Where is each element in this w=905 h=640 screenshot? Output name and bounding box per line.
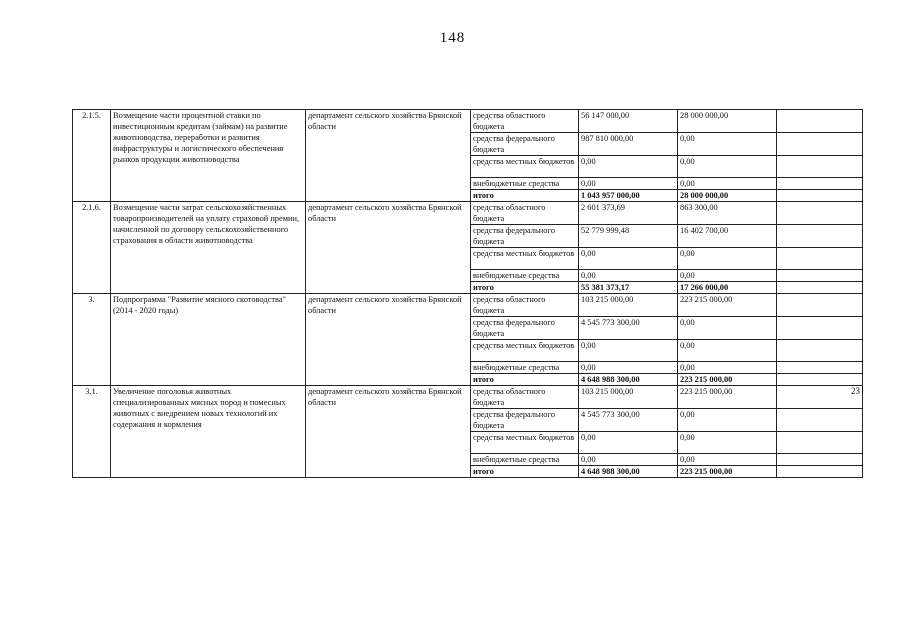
marker-cell xyxy=(777,282,863,294)
marker-cell xyxy=(777,178,863,190)
marker-cell xyxy=(777,466,863,478)
total-amount-cell-2: 17 266 000,00 xyxy=(678,282,777,294)
funding-source-cell: средства областного бюджета xyxy=(471,294,579,317)
amount-cell-2: 16 402 700,00 xyxy=(678,225,777,248)
total-label-cell: итого xyxy=(471,374,579,386)
funding-source-cell: средства федерального бюджета xyxy=(471,133,579,156)
total-label-cell: итого xyxy=(471,190,579,202)
funding-source-cell: средства федерального бюджета xyxy=(471,317,579,340)
total-amount-cell-1: 4 648 988 300,00 xyxy=(579,466,678,478)
executor-cell: департамент сельского хозяйства Брянской области xyxy=(306,386,471,478)
amount-cell-2: 28 000 000,00 xyxy=(678,110,777,133)
executor-cell: департамент сельского хозяйства Брянской области xyxy=(306,294,471,386)
amount-cell-1: 0,00 xyxy=(579,270,678,282)
executor-cell: департамент сельского хозяйства Брянской области xyxy=(306,202,471,294)
funding-source-cell: средства областного бюджета xyxy=(471,110,579,133)
amount-cell-1: 4 545 773 300,00 xyxy=(579,317,678,340)
measure-title-cell: Увеличение поголовья животных специализированных мясных пород и помесных животных с внедрением новых технологий их содержания и кормления xyxy=(111,386,306,478)
marker-cell xyxy=(777,190,863,202)
amount-cell-1: 0,00 xyxy=(579,178,678,190)
marker-cell xyxy=(777,110,863,133)
table-row xyxy=(73,202,863,225)
row-number-cell: 3.1. xyxy=(73,386,111,478)
total-amount-cell-2: 223 215 000,00 xyxy=(678,374,777,386)
amount-cell-2: 0,00 xyxy=(678,270,777,282)
amount-cell-2: 0,00 xyxy=(678,340,777,362)
amount-cell-1: 0,00 xyxy=(579,156,678,178)
row-number-cell: 2.1.5. xyxy=(73,110,111,202)
amount-cell-2: 0,00 xyxy=(678,409,777,432)
executor-cell: департамент сельского хозяйства Брянской области xyxy=(306,110,471,202)
funding-source-cell: средства местных бюджетов xyxy=(471,340,579,362)
amount-cell-1: 0,00 xyxy=(579,248,678,270)
amount-cell-1: 0,00 xyxy=(579,432,678,454)
total-label-cell: итого xyxy=(471,466,579,478)
marker-cell xyxy=(777,248,863,270)
total-amount-cell-2: 223 215 000,00 xyxy=(678,466,777,478)
total-amount-cell-1: 55 381 373,17 xyxy=(579,282,678,294)
amount-cell-2: 223 215 000,00 xyxy=(678,386,777,409)
measure-title-cell: Возмещение части затрат сельскохозяйственных товаропроизводителей на уплату страховой премии, начисленной по договору сельскохозяйственного страхования в области животноводства xyxy=(111,202,306,294)
funding-source-cell: средства местных бюджетов xyxy=(471,156,579,178)
amount-cell-1: 0,00 xyxy=(579,362,678,374)
amount-cell-1: 987 810 000,00 xyxy=(579,133,678,156)
table-row xyxy=(73,386,863,409)
amount-cell-1: 0,00 xyxy=(579,340,678,362)
amount-cell-1: 0,00 xyxy=(579,454,678,466)
amount-cell-2: 0,00 xyxy=(678,317,777,340)
amount-cell-1: 4 545 773 300,00 xyxy=(579,409,678,432)
funding-source-cell: средства местных бюджетов xyxy=(471,432,579,454)
marker-cell xyxy=(777,294,863,317)
funding-source-cell: внебюджетные средства xyxy=(471,270,579,282)
amount-cell-2: 0,00 xyxy=(678,178,777,190)
marker-cell xyxy=(777,432,863,454)
marker-cell xyxy=(777,225,863,248)
marker-cell xyxy=(777,340,863,362)
total-amount-cell-2: 28 000 000,00 xyxy=(678,190,777,202)
total-amount-cell-1: 1 043 957 000,00 xyxy=(579,190,678,202)
measure-title-cell: Подпрограмма "Развитие мясного скотоводства" (2014 - 2020 годы) xyxy=(111,294,306,386)
marker-cell xyxy=(777,317,863,340)
amount-cell-1: 103 215 000,00 xyxy=(579,294,678,317)
row-number-cell: 2.1.6. xyxy=(73,202,111,294)
funding-source-cell: внебюджетные средства xyxy=(471,454,579,466)
marker-cell xyxy=(777,374,863,386)
funding-source-cell: внебюджетные средства xyxy=(471,178,579,190)
funding-source-cell: средства федерального бюджета xyxy=(471,225,579,248)
marker-cell xyxy=(777,156,863,178)
amount-cell-2: 223 215 000,00 xyxy=(678,294,777,317)
row-number-cell: 3. xyxy=(73,294,111,386)
amount-cell-1: 2 601 373,69 xyxy=(579,202,678,225)
amount-cell-2: 863 300,00 xyxy=(678,202,777,225)
marker-cell xyxy=(777,362,863,374)
marker-cell xyxy=(777,202,863,225)
funding-source-cell: средства областного бюджета xyxy=(471,386,579,409)
amount-cell-2: 0,00 xyxy=(678,454,777,466)
amount-cell-2: 0,00 xyxy=(678,248,777,270)
marker-cell: 23 xyxy=(777,386,863,409)
page-number: 148 xyxy=(439,30,466,46)
table-row xyxy=(73,294,863,317)
measure-title-cell: Возмещение части процентной ставки по инвестиционным кредитам (займам) на развитие животноводства, переработки и развития инфраструктуры и логистического обеспечения рынков продукции животноводства xyxy=(111,110,306,202)
amount-cell-1: 103 215 000,00 xyxy=(579,386,678,409)
amount-cell-2: 0,00 xyxy=(678,133,777,156)
funding-source-cell: средства областного бюджета xyxy=(471,202,579,225)
amount-cell-2: 0,00 xyxy=(678,362,777,374)
total-amount-cell-1: 4 648 988 300,00 xyxy=(579,374,678,386)
amount-cell-1: 56 147 000,00 xyxy=(579,110,678,133)
amount-cell-1: 52 779 999,48 xyxy=(579,225,678,248)
marker-cell xyxy=(777,270,863,282)
table-row xyxy=(73,110,863,133)
budget-table xyxy=(72,109,863,478)
marker-cell xyxy=(777,454,863,466)
funding-source-cell: внебюджетные средства xyxy=(471,362,579,374)
marker-cell xyxy=(777,133,863,156)
amount-cell-2: 0,00 xyxy=(678,432,777,454)
amount-cell-2: 0,00 xyxy=(678,156,777,178)
funding-source-cell: средства федерального бюджета xyxy=(471,409,579,432)
funding-source-cell: средства местных бюджетов xyxy=(471,248,579,270)
total-label-cell: итого xyxy=(471,282,579,294)
marker-cell xyxy=(777,409,863,432)
